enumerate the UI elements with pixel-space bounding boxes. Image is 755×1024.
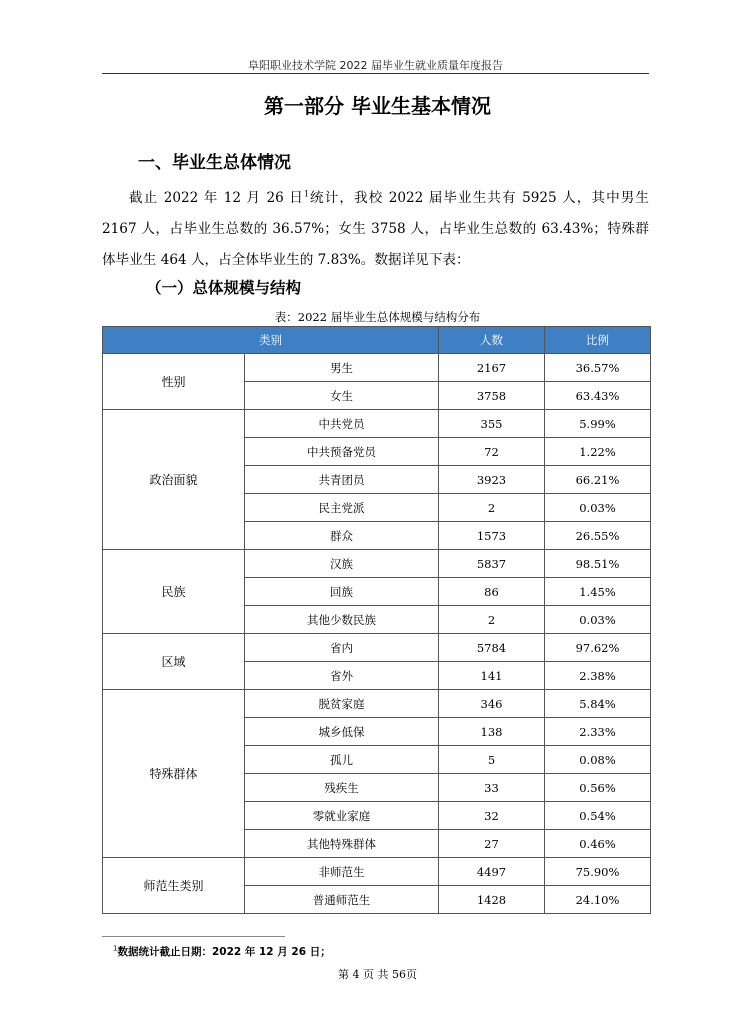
ratio-cell: 2.33% [545, 718, 651, 746]
header-ratio: 比例 [545, 327, 651, 354]
item-cell: 省外 [245, 662, 439, 690]
ratio-cell: 1.45% [545, 578, 651, 606]
page-number: 第 4 页 共 56页 [338, 968, 417, 981]
part-title: 第一部分 毕业生基本情况 [264, 94, 491, 118]
ratio-cell: 0.46% [545, 830, 651, 858]
item-cell: 共青团员 [245, 466, 439, 494]
ratio-cell: 0.03% [545, 606, 651, 634]
count-cell: 5837 [439, 550, 545, 578]
header-divider [102, 73, 649, 74]
ratio-cell: 63.43% [545, 382, 651, 410]
count-cell: 1573 [439, 522, 545, 550]
category-cell: 政治面貌 [103, 410, 245, 550]
footnote-mark: 1 [113, 944, 118, 953]
ratio-cell: 66.21% [545, 466, 651, 494]
count-cell: 86 [439, 578, 545, 606]
table-header-row [103, 327, 651, 354]
table-row [103, 858, 651, 886]
footnote-reference[interactable]: 1 [303, 189, 309, 199]
count-cell: 5 [439, 746, 545, 774]
summary-paragraph [102, 183, 649, 276]
count-cell: 3923 [439, 466, 545, 494]
count-cell: 33 [439, 774, 545, 802]
item-cell: 零就业家庭 [245, 802, 439, 830]
category-cell: 性别 [103, 354, 245, 410]
header-count: 人数 [439, 327, 545, 354]
item-cell: 城乡低保 [245, 718, 439, 746]
count-cell: 2 [439, 606, 545, 634]
item-cell: 汉族 [245, 550, 439, 578]
paragraph-start: 截止 2022 年 12 月 26 日 [129, 190, 304, 206]
category-cell: 区域 [103, 634, 245, 690]
table-body [103, 354, 651, 914]
ratio-cell: 97.62% [545, 634, 651, 662]
item-cell: 残疾生 [245, 774, 439, 802]
item-cell: 群众 [245, 522, 439, 550]
count-cell: 346 [439, 690, 545, 718]
item-cell: 其他特殊群体 [245, 830, 439, 858]
ratio-cell: 98.51% [545, 550, 651, 578]
category-cell: 民族 [103, 550, 245, 634]
header-category: 类别 [103, 327, 439, 354]
category-cell: 特殊群体 [103, 690, 245, 858]
item-cell: 中共预备党员 [245, 438, 439, 466]
category-cell: 师范生类别 [103, 858, 245, 914]
item-cell: 其他少数民族 [245, 606, 439, 634]
count-cell: 32 [439, 802, 545, 830]
table-row [103, 410, 651, 438]
table-row [103, 354, 651, 382]
item-cell: 孤儿 [245, 746, 439, 774]
ratio-cell: 26.55% [545, 522, 651, 550]
count-cell: 1428 [439, 886, 545, 914]
item-cell: 脱贫家庭 [245, 690, 439, 718]
ratio-cell: 36.57% [545, 354, 651, 382]
table-row [103, 634, 651, 662]
running-header: 阜阳职业技术学院 2022 届毕业生就业质量年度报告 [248, 59, 503, 72]
count-cell: 27 [439, 830, 545, 858]
ratio-cell: 0.08% [545, 746, 651, 774]
ratio-cell: 5.99% [545, 410, 651, 438]
table-row [103, 690, 651, 718]
count-cell: 3758 [439, 382, 545, 410]
paragraph-rest: 统计，我校 2022 届毕业生共有 5925 人，其中男生 2167 人，占毕业生总数的 36.57%；女生 3758 人，占毕业生总数的 63.43%；特殊群体毕业生 464 人，占全体毕业生的 7.83%。数据详见下表： [102, 190, 649, 268]
ratio-cell: 5.84% [545, 690, 651, 718]
ratio-cell: 75.90% [545, 858, 651, 886]
count-cell: 2167 [439, 354, 545, 382]
footnote [113, 944, 331, 959]
ratio-cell: 1.22% [545, 438, 651, 466]
ratio-cell: 0.56% [545, 774, 651, 802]
ratio-cell: 0.54% [545, 802, 651, 830]
graduate-structure-table [102, 326, 651, 914]
item-cell: 中共党员 [245, 410, 439, 438]
item-cell: 民主党派 [245, 494, 439, 522]
footnote-text: 数据统计截止日期：2022 年 12 月 26 日； [117, 946, 331, 958]
item-cell: 非师范生 [245, 858, 439, 886]
item-cell: 女生 [245, 382, 439, 410]
count-cell: 4497 [439, 858, 545, 886]
subsection-title: （一）总体规模与结构 [146, 279, 302, 297]
count-cell: 141 [439, 662, 545, 690]
table-row [103, 550, 651, 578]
count-cell: 72 [439, 438, 545, 466]
count-cell: 355 [439, 410, 545, 438]
ratio-cell: 0.03% [545, 494, 651, 522]
item-cell: 省内 [245, 634, 439, 662]
item-cell: 男生 [245, 354, 439, 382]
footnote-divider [102, 936, 285, 937]
count-cell: 138 [439, 718, 545, 746]
table-caption: 表：2022 届毕业生总体规模与结构分布 [274, 310, 481, 324]
count-cell: 2 [439, 494, 545, 522]
item-cell: 普通师范生 [245, 886, 439, 914]
count-cell: 5784 [439, 634, 545, 662]
ratio-cell: 2.38% [545, 662, 651, 690]
item-cell: 回族 [245, 578, 439, 606]
ratio-cell: 24.10% [545, 886, 651, 914]
section-title: 一、毕业生总体情况 [138, 153, 291, 173]
